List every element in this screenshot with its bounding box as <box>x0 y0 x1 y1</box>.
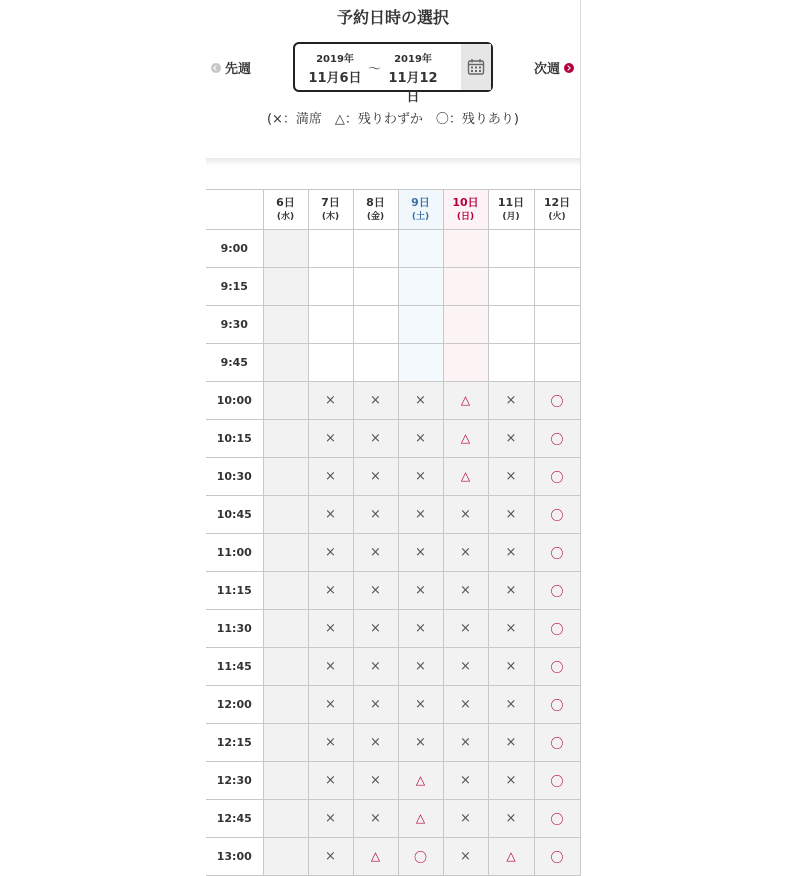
full-mark: × <box>370 469 381 484</box>
time-label: 9:45 <box>206 344 263 382</box>
time-slot <box>353 268 398 306</box>
full-mark: × <box>325 545 336 560</box>
day-header <box>534 190 580 230</box>
time-slot <box>443 344 488 382</box>
time-slot[interactable] <box>398 572 443 610</box>
time-slot <box>398 344 443 382</box>
time-slot[interactable] <box>488 724 534 762</box>
full-mark: × <box>415 431 426 446</box>
full-mark: × <box>505 583 517 598</box>
time-slot[interactable] <box>353 762 398 800</box>
time-slot[interactable] <box>308 496 353 534</box>
full-mark: × <box>370 811 381 826</box>
full-mark: × <box>325 773 336 788</box>
time-slot[interactable] <box>353 382 398 420</box>
full-mark: × <box>325 735 336 750</box>
time-label: 11:30 <box>206 610 263 648</box>
time-label: 11:15 <box>206 572 263 610</box>
time-slot <box>263 344 308 382</box>
time-row <box>206 762 580 800</box>
time-slot <box>263 724 308 762</box>
full-mark: × <box>325 431 336 446</box>
time-slot <box>263 306 308 344</box>
day-number: 10日 <box>452 195 479 209</box>
calendar-icon <box>467 58 485 76</box>
time-slot[interactable] <box>443 762 488 800</box>
time-slot[interactable] <box>308 724 353 762</box>
time-slot[interactable] <box>443 458 488 496</box>
full-mark: × <box>505 507 517 522</box>
time-slot[interactable] <box>443 534 488 572</box>
time-slot[interactable] <box>443 800 488 838</box>
prev-week-label: 先週 <box>225 62 252 77</box>
time-slot-body <box>206 230 580 876</box>
time-slot[interactable] <box>353 838 398 876</box>
full-mark: × <box>505 393 517 408</box>
time-slot[interactable] <box>308 610 353 648</box>
full-mark: × <box>415 735 426 750</box>
time-row <box>206 306 580 344</box>
full-mark: × <box>370 621 381 636</box>
time-row <box>206 610 580 648</box>
full-mark: × <box>505 697 517 712</box>
time-slot <box>263 382 308 420</box>
day-number: 11日 <box>497 195 525 209</box>
available-mark: 〇 <box>550 737 564 752</box>
day-header <box>263 190 308 230</box>
full-mark: × <box>325 469 336 484</box>
few-left-mark: △ <box>460 469 471 483</box>
time-slot[interactable] <box>308 382 353 420</box>
time-slot[interactable] <box>443 838 488 876</box>
full-mark: × <box>460 735 471 750</box>
time-slot[interactable] <box>534 458 580 496</box>
time-slot[interactable] <box>534 496 580 534</box>
time-slot[interactable] <box>488 496 534 534</box>
time-slot[interactable] <box>443 496 488 534</box>
full-mark: × <box>370 393 381 408</box>
full-mark: × <box>460 507 471 522</box>
available-mark: 〇 <box>550 661 564 676</box>
time-label: 10:15 <box>206 420 263 458</box>
day-header <box>353 190 398 230</box>
time-slot[interactable] <box>488 382 534 420</box>
day-weekday: (火) <box>548 211 566 222</box>
availability-table <box>206 189 581 876</box>
full-mark: × <box>370 735 381 750</box>
time-slot <box>263 762 308 800</box>
time-slot[interactable] <box>488 800 534 838</box>
time-label: 12:30 <box>206 762 263 800</box>
time-slot <box>353 344 398 382</box>
time-slot[interactable] <box>353 724 398 762</box>
full-mark: × <box>505 811 517 826</box>
time-row <box>206 268 580 306</box>
available-mark: 〇 <box>550 509 564 524</box>
full-mark: × <box>370 583 381 598</box>
time-slot[interactable] <box>353 496 398 534</box>
time-slot[interactable] <box>398 420 443 458</box>
time-slot[interactable] <box>398 648 443 686</box>
full-mark: × <box>370 659 381 674</box>
available-mark: 〇 <box>550 471 564 486</box>
time-slot <box>308 344 353 382</box>
page-title: 予約日時の選択 <box>336 8 449 27</box>
time-slot[interactable] <box>353 458 398 496</box>
time-slot[interactable] <box>398 838 443 876</box>
time-slot[interactable] <box>488 610 534 648</box>
day-number: 9日 <box>411 195 430 209</box>
prev-week-button[interactable] <box>211 58 251 77</box>
time-label: 11:00 <box>206 534 263 572</box>
day-weekday: (土) <box>411 211 430 222</box>
time-slot[interactable] <box>534 534 580 572</box>
time-slot[interactable] <box>443 686 488 724</box>
day-weekday: (月) <box>502 211 520 222</box>
full-mark: × <box>325 507 336 522</box>
full-mark: × <box>415 697 426 712</box>
full-mark: × <box>325 697 336 712</box>
time-slot[interactable] <box>488 686 534 724</box>
time-slot[interactable] <box>398 496 443 534</box>
time-slot <box>263 648 308 686</box>
day-number: 6日 <box>276 195 295 209</box>
full-mark: × <box>325 849 336 864</box>
time-label: 11:45 <box>206 648 263 686</box>
time-row <box>206 382 580 420</box>
next-week-label: 次週 <box>534 62 561 77</box>
full-mark: × <box>460 621 471 636</box>
time-slot[interactable] <box>488 762 534 800</box>
full-mark: × <box>460 659 471 674</box>
time-slot[interactable] <box>308 534 353 572</box>
time-row <box>206 534 580 572</box>
full-mark: × <box>325 583 336 598</box>
full-mark: × <box>460 583 471 598</box>
full-mark: × <box>415 545 426 560</box>
time-slot <box>443 268 488 306</box>
time-slot <box>488 306 534 344</box>
date-range-picker[interactable] <box>293 42 493 105</box>
full-mark: × <box>460 545 471 560</box>
available-mark: 〇 <box>550 585 564 600</box>
time-slot[interactable] <box>488 648 534 686</box>
time-slot[interactable] <box>534 838 580 876</box>
full-mark: × <box>415 659 426 674</box>
time-slot[interactable] <box>353 534 398 572</box>
time-row <box>206 686 580 724</box>
range-end-year: 2019年 <box>394 54 432 65</box>
time-slot[interactable] <box>488 838 534 876</box>
available-mark: 〇 <box>550 699 564 714</box>
time-slot <box>263 610 308 648</box>
time-slot <box>263 534 308 572</box>
time-slot[interactable] <box>308 686 353 724</box>
next-week-button[interactable] <box>534 58 574 77</box>
time-label: 12:45 <box>206 800 263 838</box>
time-slot[interactable] <box>443 572 488 610</box>
time-slot[interactable] <box>308 838 353 876</box>
time-slot <box>263 230 308 268</box>
day-header <box>398 190 443 230</box>
time-slot[interactable] <box>353 572 398 610</box>
full-mark: × <box>325 659 336 674</box>
full-mark: × <box>505 431 517 446</box>
time-slot <box>353 230 398 268</box>
full-mark: × <box>325 621 336 636</box>
time-slot <box>308 268 353 306</box>
time-slot <box>488 344 534 382</box>
available-mark: 〇 <box>550 395 564 410</box>
time-row <box>206 648 580 686</box>
time-row <box>206 838 580 876</box>
header-corner <box>206 190 263 230</box>
time-row <box>206 496 580 534</box>
time-slot <box>353 306 398 344</box>
full-mark: × <box>505 545 517 560</box>
full-mark: × <box>370 431 381 446</box>
range-start-date: 11月6日 <box>308 71 362 86</box>
day-number: 12日 <box>543 195 571 209</box>
time-slot[interactable] <box>308 648 353 686</box>
full-mark: × <box>460 849 471 864</box>
few-left-mark: △ <box>370 849 381 863</box>
time-row <box>206 458 580 496</box>
full-mark: × <box>505 773 517 788</box>
time-slot <box>534 306 580 344</box>
day-weekday: (水) <box>276 211 295 222</box>
time-slot <box>263 268 308 306</box>
time-slot <box>534 230 580 268</box>
time-slot <box>398 268 443 306</box>
time-slot[interactable] <box>488 572 534 610</box>
time-slot[interactable] <box>353 610 398 648</box>
time-slot <box>263 458 308 496</box>
time-label: 9:00 <box>206 230 263 268</box>
time-label: 10:30 <box>206 458 263 496</box>
few-left-mark: △ <box>415 773 426 787</box>
range-separator: 〜 <box>368 62 382 77</box>
day-header <box>308 190 353 230</box>
time-slot[interactable] <box>398 534 443 572</box>
available-mark: 〇 <box>550 851 564 866</box>
time-slot <box>263 800 308 838</box>
full-mark: × <box>415 393 426 408</box>
range-end <box>383 50 443 105</box>
full-mark: × <box>505 659 517 674</box>
time-slot[interactable] <box>398 800 443 838</box>
time-slot[interactable] <box>353 648 398 686</box>
time-slot[interactable] <box>488 420 534 458</box>
time-slot <box>308 306 353 344</box>
time-label: 13:00 <box>206 838 263 876</box>
few-left-mark: △ <box>506 849 516 863</box>
full-mark: × <box>370 545 381 560</box>
time-slot[interactable] <box>488 534 534 572</box>
available-mark: 〇 <box>413 851 427 866</box>
day-header <box>488 190 534 230</box>
time-slot[interactable] <box>398 610 443 648</box>
day-weekday: (木) <box>321 211 340 222</box>
time-slot <box>263 420 308 458</box>
time-slot[interactable] <box>534 762 580 800</box>
full-mark: × <box>370 773 381 788</box>
day-number: 8日 <box>366 195 385 209</box>
few-left-mark: △ <box>415 811 426 825</box>
full-mark: × <box>460 811 471 826</box>
time-row <box>206 230 580 268</box>
time-slot <box>398 230 443 268</box>
day-number: 7日 <box>321 195 340 209</box>
time-row <box>206 572 580 610</box>
time-slot[interactable] <box>398 382 443 420</box>
time-label: 9:30 <box>206 306 263 344</box>
time-slot[interactable] <box>534 382 580 420</box>
time-label: 9:15 <box>206 268 263 306</box>
full-mark: × <box>415 621 426 636</box>
full-mark: × <box>505 469 517 484</box>
time-label: 10:45 <box>206 496 263 534</box>
time-row <box>206 344 580 382</box>
time-slot[interactable] <box>443 420 488 458</box>
available-mark: 〇 <box>550 623 564 638</box>
available-mark: 〇 <box>550 433 564 448</box>
time-slot[interactable] <box>353 800 398 838</box>
time-slot <box>488 230 534 268</box>
few-left-mark: △ <box>460 431 471 445</box>
available-mark: 〇 <box>550 775 564 790</box>
time-slot <box>443 306 488 344</box>
full-mark: × <box>505 621 517 636</box>
time-slot <box>263 496 308 534</box>
time-slot[interactable] <box>353 686 398 724</box>
time-slot[interactable] <box>308 572 353 610</box>
time-slot <box>398 306 443 344</box>
time-slot <box>263 572 308 610</box>
time-slot[interactable] <box>534 420 580 458</box>
chevron-right-icon <box>564 63 574 73</box>
range-start-year: 2019年 <box>316 54 354 65</box>
time-row <box>206 420 580 458</box>
time-label: 12:15 <box>206 724 263 762</box>
time-slot[interactable] <box>308 420 353 458</box>
few-left-mark: △ <box>460 393 471 407</box>
time-slot[interactable] <box>534 572 580 610</box>
time-slot <box>308 230 353 268</box>
time-slot[interactable] <box>353 420 398 458</box>
day-weekday: (金) <box>366 211 385 222</box>
time-label: 10:00 <box>206 382 263 420</box>
time-slot <box>443 230 488 268</box>
time-slot[interactable] <box>534 800 580 838</box>
time-slot[interactable] <box>398 686 443 724</box>
time-slot[interactable] <box>443 648 488 686</box>
time-slot[interactable] <box>443 610 488 648</box>
range-start <box>305 50 365 86</box>
time-slot <box>263 838 308 876</box>
time-slot[interactable] <box>308 800 353 838</box>
day-weekday: (日) <box>456 211 475 222</box>
time-row <box>206 800 580 838</box>
full-mark: × <box>505 735 517 750</box>
time-slot[interactable] <box>398 724 443 762</box>
availability-legend: (×：満席 △：残りわずか 〇：残りあり) <box>266 112 520 127</box>
day-header-row <box>206 190 580 230</box>
time-slot[interactable] <box>443 382 488 420</box>
full-mark: × <box>415 469 426 484</box>
time-slot <box>534 344 580 382</box>
full-mark: × <box>415 507 426 522</box>
time-slot <box>263 686 308 724</box>
calendar-button[interactable] <box>461 44 491 90</box>
range-end-date: 11月12日 <box>388 71 438 105</box>
time-slot[interactable] <box>308 762 353 800</box>
time-row <box>206 724 580 762</box>
full-mark: × <box>460 697 471 712</box>
time-slot <box>488 268 534 306</box>
available-mark: 〇 <box>550 813 564 828</box>
full-mark: × <box>370 507 381 522</box>
time-slot[interactable] <box>488 458 534 496</box>
time-slot[interactable] <box>534 648 580 686</box>
time-slot[interactable] <box>534 686 580 724</box>
time-slot[interactable] <box>534 610 580 648</box>
full-mark: × <box>325 393 336 408</box>
time-slot[interactable] <box>443 724 488 762</box>
time-slot[interactable] <box>398 458 443 496</box>
available-mark: 〇 <box>550 547 564 562</box>
time-slot[interactable] <box>534 724 580 762</box>
time-slot[interactable] <box>398 762 443 800</box>
section-shadow <box>206 158 580 166</box>
full-mark: × <box>415 583 426 598</box>
time-label: 12:00 <box>206 686 263 724</box>
time-slot[interactable] <box>308 458 353 496</box>
time-slot <box>534 268 580 306</box>
full-mark: × <box>325 811 336 826</box>
full-mark: × <box>460 773 471 788</box>
day-header <box>443 190 488 230</box>
full-mark: × <box>370 697 381 712</box>
chevron-left-icon <box>211 63 221 73</box>
